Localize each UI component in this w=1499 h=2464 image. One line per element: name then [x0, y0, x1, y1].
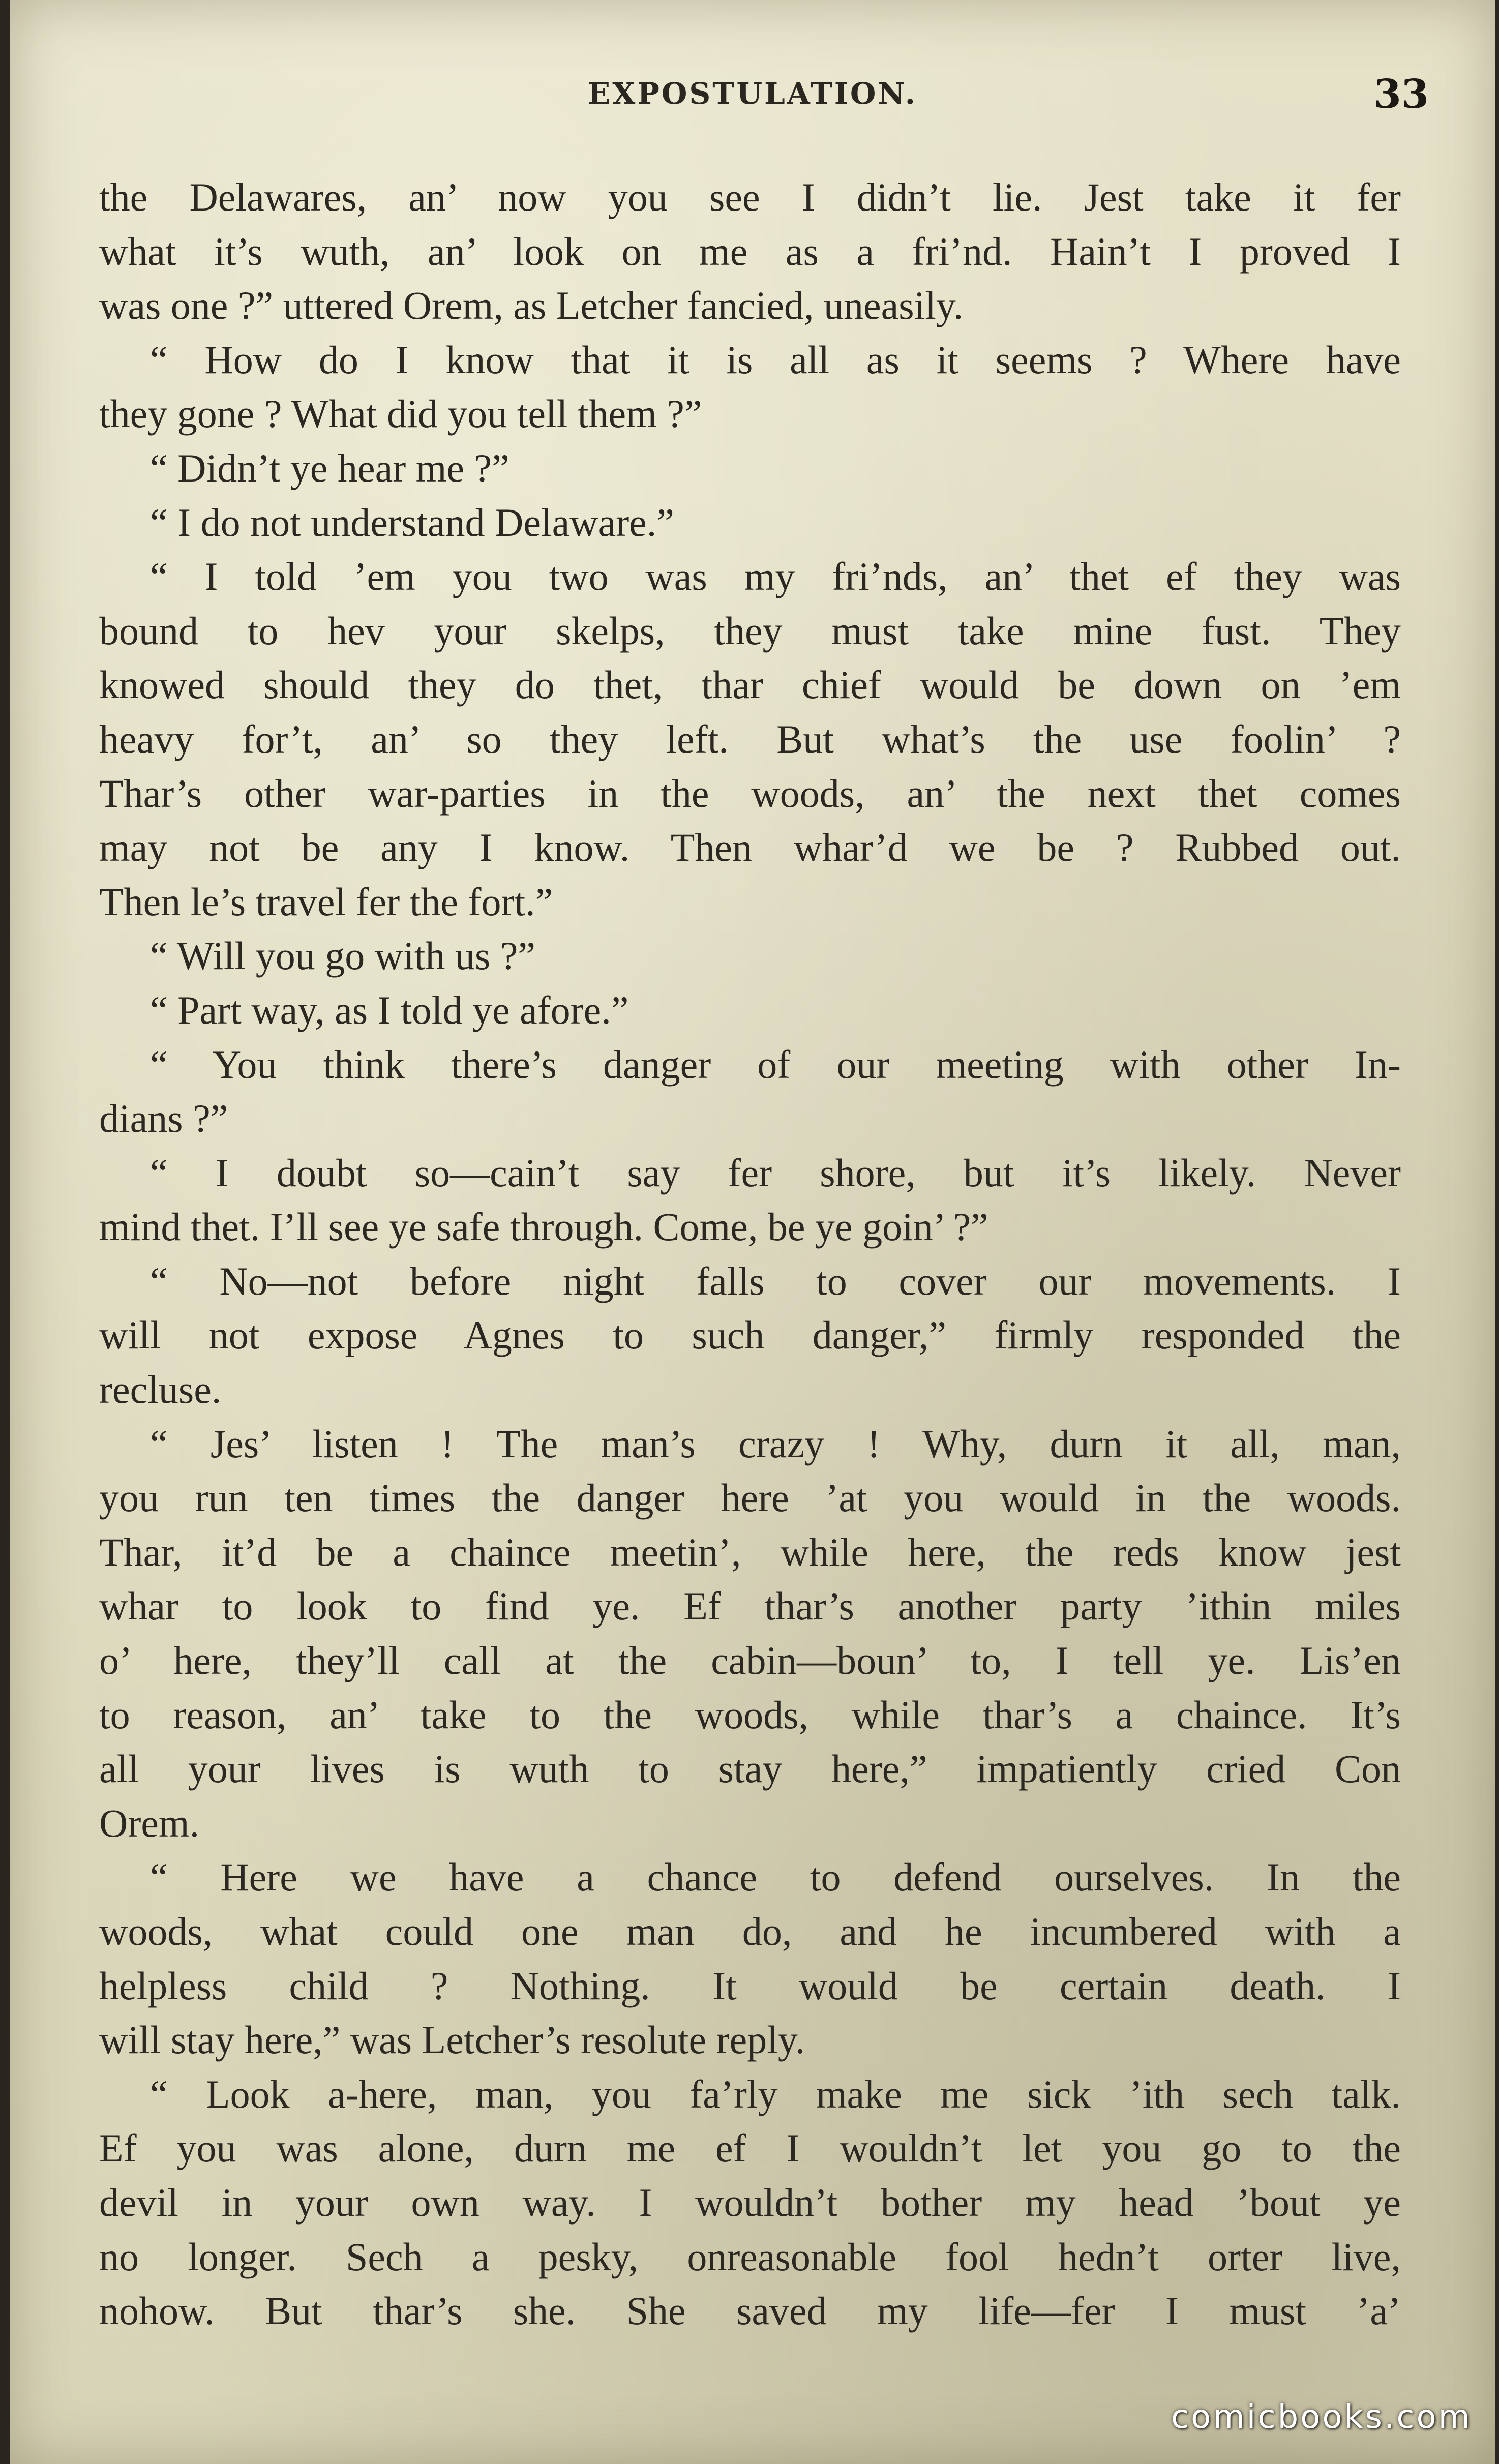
text-line: they gone ? What did you tell them ?” [99, 392, 702, 436]
text-line: Orem. [99, 1800, 200, 1845]
text-line: “ No—not before night falls to cover our movements. I [150, 1258, 1401, 1303]
text-line: you run ten times the danger here ’at you would in the woods. [99, 1476, 1401, 1520]
text-line: “ Part way, as I told ye afore.” [150, 987, 629, 1032]
text-line: will stay here,” was Letcher’s resolute reply. [99, 2018, 805, 2062]
text-line: Then le’s travel fer the fort.” [99, 879, 553, 924]
text-line: “ You think there’s danger of our meeting with other In- [150, 1042, 1401, 1087]
page-header [10, 71, 1495, 127]
text-line: was one ?” uttered Orem, as Letcher fancied, uneasily. [99, 283, 964, 328]
text-line: Thar’s other war-parties in the woods, an’ the next thet comes [99, 771, 1401, 816]
text-line: “ Didn’t ye hear me ?” [150, 445, 509, 490]
book-page [10, 0, 1495, 2464]
text-line: will not expose Agnes to such danger,” firmly responded the [99, 1313, 1401, 1358]
text-line: what it’s wuth, an’ look on me as a fri’nd. Hain’t I proved I [99, 229, 1401, 274]
text-line: devil in your own way. I wouldn’t bother my head ’bout ye [99, 2180, 1401, 2225]
text-line: dians ?” [99, 1096, 228, 1141]
text-line: “ I doubt so—cain’t say fer shore, but it’s likely. Never [150, 1150, 1401, 1195]
text-line: mind thet. I’ll see ye safe through. Come, be ye goin’ ?” [99, 1205, 988, 1249]
text-line: “ How do I know that it is all as it seems ? Where have [150, 337, 1401, 382]
text-line: “ I do not understand Delaware.” [150, 500, 674, 545]
text-line: nohow. But thar’s she. She saved my life—fer I must ’a’ [99, 2289, 1401, 2333]
text-line: “ Look a-here, man, you fa’rly make me sick ’ith sech talk. [150, 2071, 1401, 2116]
text-line: heavy for’t, an’ so they left. But what’s the use foolin’ ? [99, 716, 1401, 761]
text-line: “ Will you go with us ?” [150, 934, 535, 978]
text-line: helpless child ? Nothing. It would be certain death. I [99, 1963, 1401, 2008]
running-head: EXPOSTULATION. [588, 76, 917, 111]
text-line: may not be any I know. Then whar’d we be ? Rubbed out. [99, 825, 1401, 870]
body-text [99, 170, 1401, 2338]
text-line: recluse. [99, 1367, 222, 1412]
text-line: “ Jes’ listen ! The man’s crazy ! Why, durn it all, man, [150, 1421, 1401, 1466]
text-line: Ef you was alone, durn me ef I wouldn’t let you go to the [99, 2126, 1401, 2171]
page-number: 33 [1373, 71, 1429, 117]
text-line: to reason, an’ take to the woods, while thar’s a chaince. It’s [99, 1692, 1401, 1737]
text-line: no longer. Sech a pesky, onreasonable fool hedn’t orter live, [99, 2234, 1401, 2279]
text-line: “ I told ’em you two was my fri’nds, an’ thet ef they was [150, 554, 1401, 599]
text-line: whar to look to find ye. Ef thar’s another party ’ithin miles [99, 1584, 1401, 1629]
text-line: the Delawares, an’ now you see I didn’t lie. Jest take it fer [99, 175, 1401, 219]
text-line: bound to hev your skelps, they must take mine fust. They [99, 608, 1401, 653]
text-line: o’ here, they’ll call at the cabin—boun’ to, I tell ye. Lis’en [99, 1638, 1401, 1683]
watermark: comicbooks.com [1171, 2398, 1472, 2436]
text-line: all your lives is wuth to stay here,” impatiently cried Con [99, 1747, 1401, 1791]
text-line: knowed should they do thet, thar chief would be down on ’em [99, 663, 1401, 707]
text-line: “ Here we have a chance to defend ourselves. In the [150, 1855, 1401, 1900]
text-line: Thar, it’d be a chaince meetin’, while here, the reds know jest [99, 1529, 1401, 1574]
text-line: woods, what could one man do, and he incumbered with a [99, 1909, 1401, 1954]
